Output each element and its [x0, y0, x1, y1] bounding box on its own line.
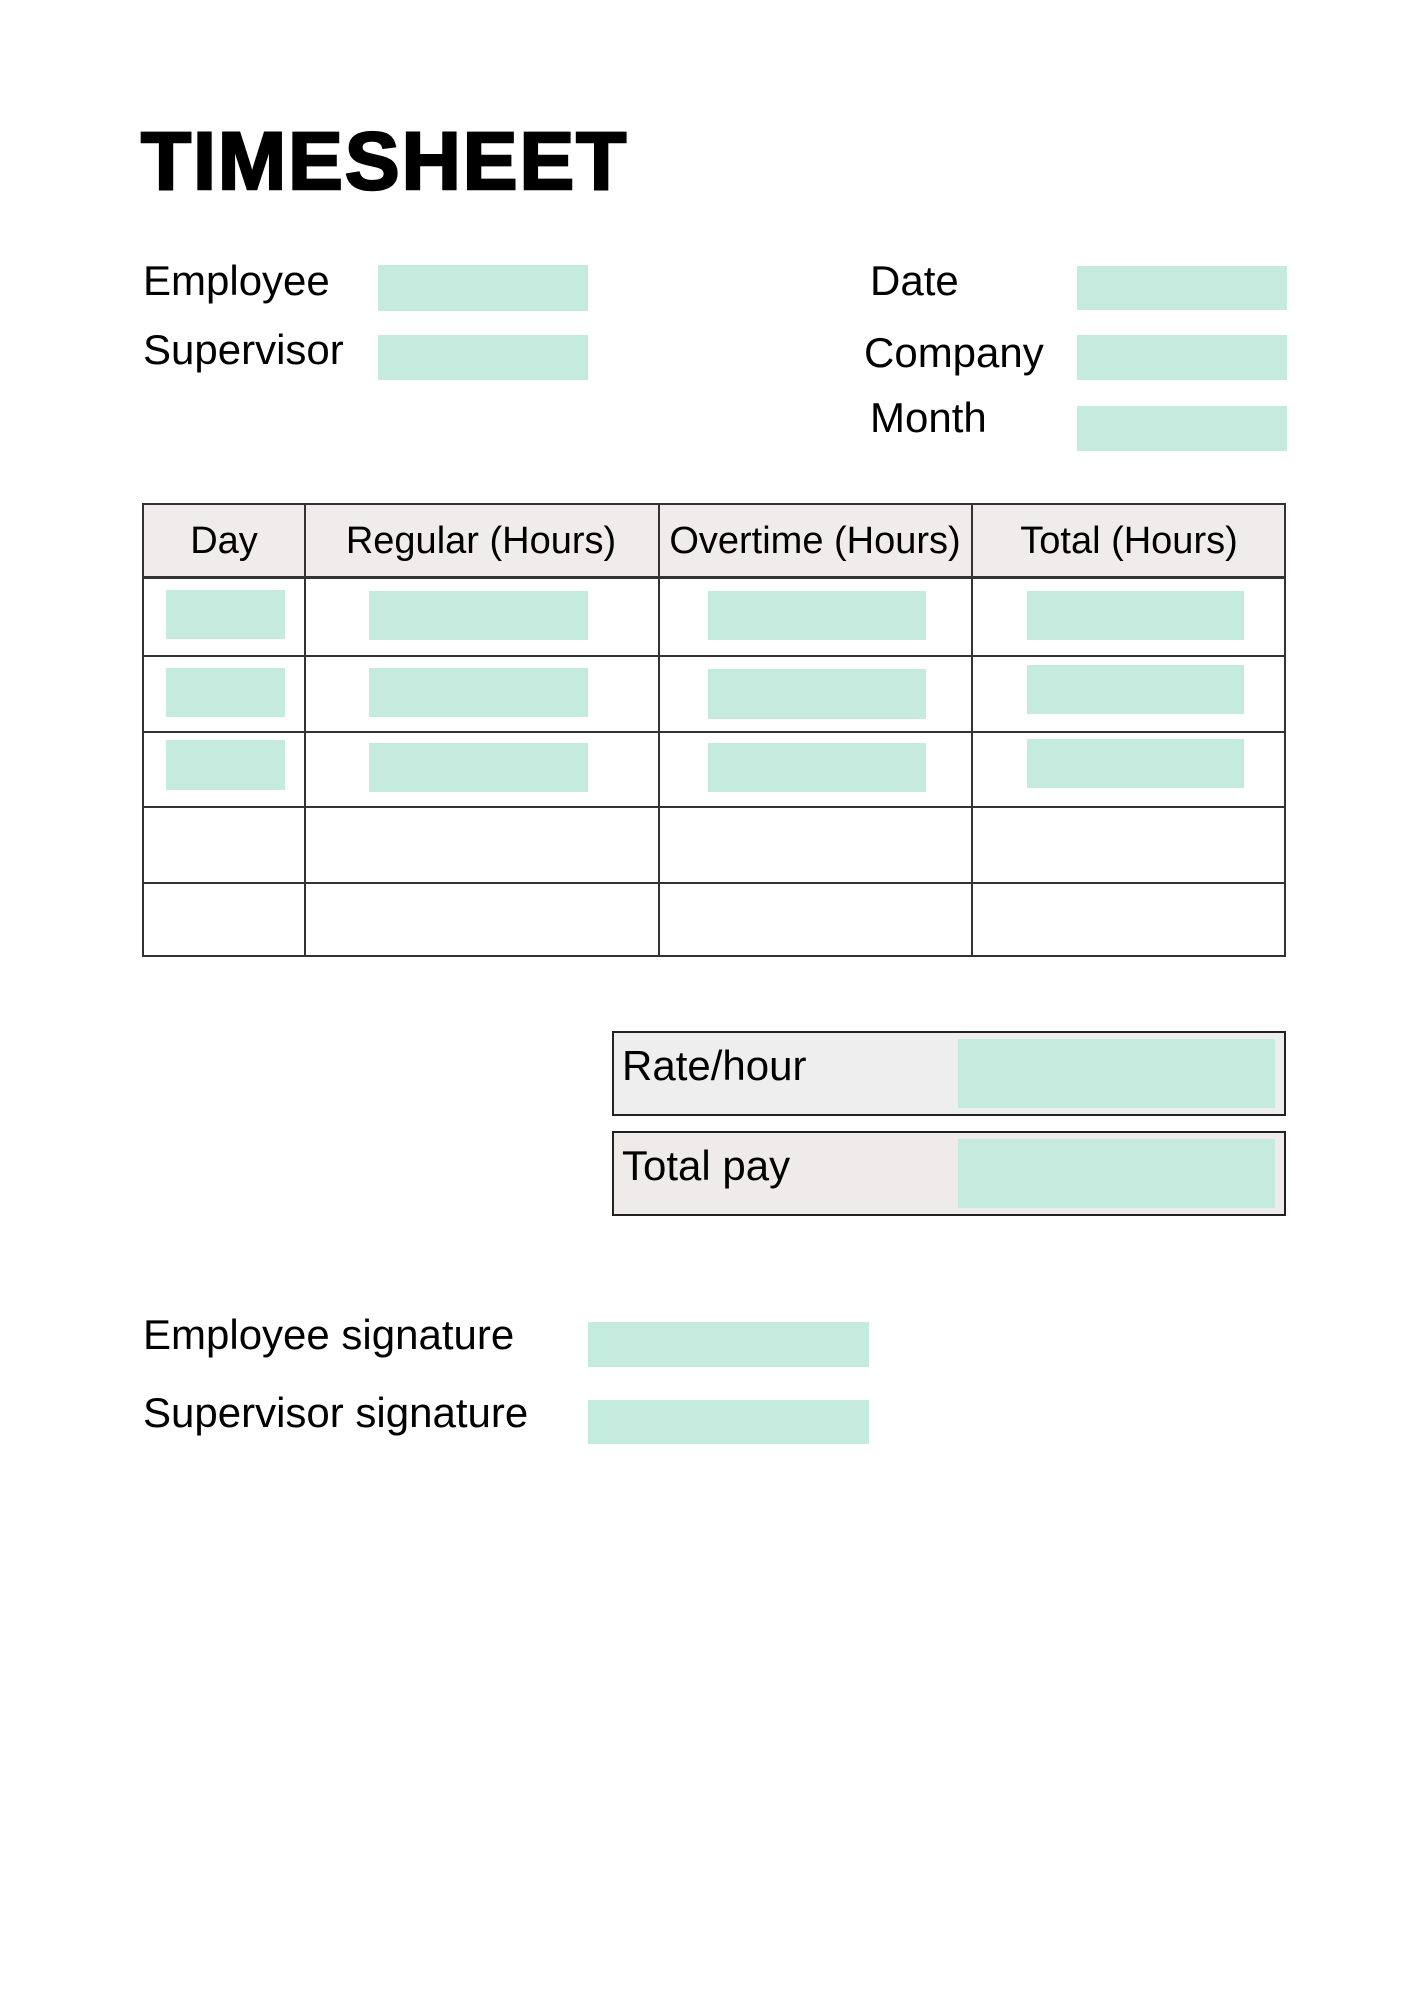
row-3-day-field[interactable]: [166, 740, 285, 790]
total-pay-label: Total pay: [622, 1142, 791, 1189]
row-5-regular-cell[interactable]: [306, 884, 658, 956]
row-5-day-cell[interactable]: [146, 884, 304, 956]
row-1-total-field[interactable]: [1027, 591, 1244, 640]
row-3-overtime-field[interactable]: [708, 743, 926, 792]
column-header-overtime: Overtime (Hours): [669, 520, 961, 562]
row-1-day-field[interactable]: [166, 590, 285, 639]
row-divider: [144, 731, 1284, 733]
employee-signature-label: Employee signature: [143, 1311, 515, 1358]
row-4-total-cell[interactable]: [973, 808, 1284, 882]
supervisor-field[interactable]: [378, 335, 588, 380]
total-pay-field[interactable]: [958, 1139, 1275, 1208]
row-4-regular-cell[interactable]: [306, 808, 658, 882]
row-3-regular-field[interactable]: [369, 743, 588, 792]
row-1-overtime-field[interactable]: [708, 591, 926, 640]
supervisor-signature-label: Supervisor signature: [143, 1389, 529, 1436]
row-3-total-field[interactable]: [1027, 739, 1244, 788]
row-divider: [144, 655, 1284, 657]
page-title: TIMESHEET: [141, 116, 629, 207]
employee-signature-field[interactable]: [588, 1322, 869, 1367]
rate-per-hour-field[interactable]: [958, 1039, 1275, 1108]
date-field[interactable]: [1077, 266, 1287, 310]
column-header-regular: Regular (Hours): [345, 520, 617, 562]
month-label: Month: [870, 394, 987, 441]
rate-per-hour-label: Rate/hour: [622, 1042, 807, 1089]
total-pay-box: [612, 1131, 1286, 1216]
row-4-day-cell[interactable]: [146, 808, 304, 882]
row-2-overtime-field[interactable]: [708, 669, 926, 719]
hours-table: [142, 503, 1286, 957]
row-5-overtime-cell[interactable]: [660, 884, 971, 956]
row-2-day-field[interactable]: [166, 668, 285, 717]
rate-per-hour-box: [612, 1031, 1286, 1116]
row-5-total-cell[interactable]: [973, 884, 1284, 956]
month-field[interactable]: [1077, 406, 1287, 451]
column-header-day: Day: [190, 520, 258, 562]
row-2-total-field[interactable]: [1027, 665, 1244, 714]
company-label: Company: [864, 329, 1044, 376]
row-2-regular-field[interactable]: [369, 668, 588, 717]
column-header-total: Total (Hours): [1020, 520, 1238, 562]
row-4-overtime-cell[interactable]: [660, 808, 971, 882]
employee-label: Employee: [143, 257, 330, 304]
company-field[interactable]: [1077, 335, 1287, 380]
supervisor-label: Supervisor: [143, 326, 344, 373]
employee-field[interactable]: [378, 265, 588, 311]
date-label: Date: [870, 257, 959, 304]
row-1-regular-field[interactable]: [369, 591, 588, 640]
supervisor-signature-field[interactable]: [588, 1400, 869, 1444]
